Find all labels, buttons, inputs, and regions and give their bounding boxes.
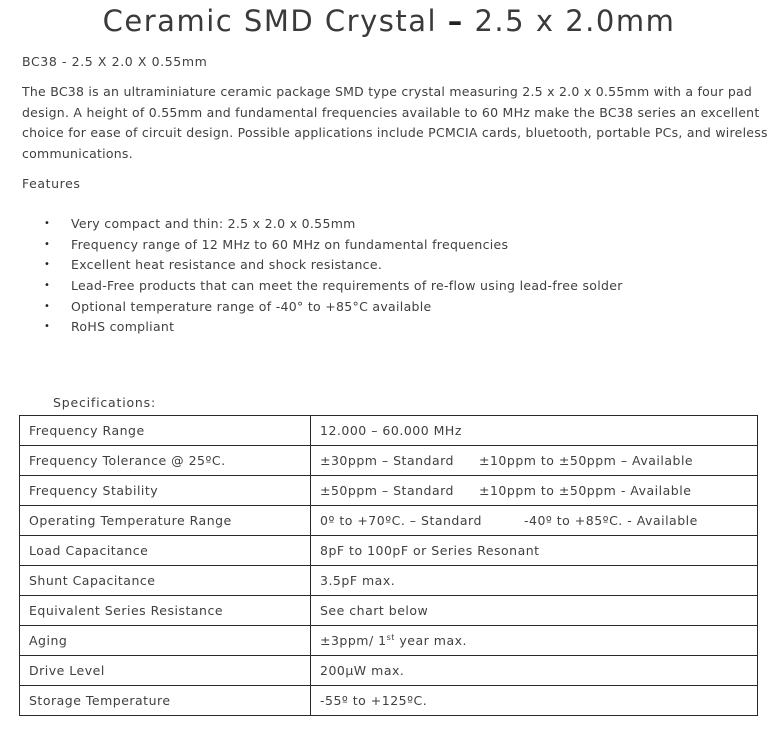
table-row: [20, 656, 758, 686]
bullet-icon: •: [44, 300, 51, 312]
spec-available: ±10ppm to ±50ppm - Available: [479, 483, 692, 498]
title-part1: Ceramic SMD Crystal: [102, 4, 438, 38]
title-part2: 2.5 x 2.0mm: [474, 4, 676, 38]
spec-available: -40º to +85ºC. - Available: [524, 513, 698, 528]
spec-label: Equivalent Series Resistance: [20, 596, 311, 626]
feature-text: Very compact and thin: 2.5 x 2.0 x 0.55mm: [71, 216, 356, 231]
feature-item: [44, 276, 623, 297]
table-row: [20, 596, 758, 626]
feature-text: Excellent heat resistance and shock resistance.: [71, 257, 383, 273]
feature-item: [44, 297, 623, 318]
features-list: [44, 214, 623, 338]
table-row: [20, 536, 758, 566]
bullet-icon: •: [44, 238, 51, 250]
specifications-heading: Specifications:: [53, 395, 156, 410]
feature-text: Optional temperature range of -40° to +85°C available: [71, 298, 432, 314]
bullet-icon: •: [44, 280, 51, 292]
spec-value: 12.000 – 60.000 MHz: [311, 416, 758, 446]
page-title: [0, 2, 778, 40]
feature-item: [44, 214, 623, 235]
spec-label: Frequency Stability: [20, 476, 311, 506]
spec-standard: 0º to +70ºC. – Standard: [320, 513, 482, 528]
product-subtitle: BC38 - 2.5 X 2.0 X 0.55mm: [22, 54, 208, 69]
aging-value-pre: ±3ppm/ 1: [320, 633, 387, 648]
spec-label: Aging: [20, 626, 311, 656]
spec-available: ±10ppm to ±50ppm – Available: [479, 453, 694, 468]
title-dash: –: [447, 4, 464, 38]
spec-value: 3.5pF max.: [311, 566, 758, 596]
spec-standard: ±50ppm – Standard: [320, 483, 454, 498]
spec-label: Frequency Tolerance @ 25ºC.: [20, 446, 311, 476]
spec-standard: ±30ppm – Standard: [320, 453, 454, 468]
table-row: [20, 566, 758, 596]
feature-text: RoHS compliant: [71, 319, 175, 335]
feature-item: [44, 235, 623, 256]
spec-label: Drive Level: [20, 656, 311, 686]
spec-label: Operating Temperature Range: [20, 506, 311, 536]
table-row: [20, 476, 758, 506]
table-row: [20, 446, 758, 476]
spec-value: [311, 476, 758, 506]
feature-text: Frequency range of 12 MHz to 60 MHz on fundamental frequencies: [71, 236, 509, 252]
bullet-icon: •: [44, 218, 51, 229]
features-heading: Features: [22, 176, 81, 191]
spec-value: [311, 446, 758, 476]
product-description: The BC38 is an ultraminiature ceramic package SMD type crystal measuring 2.5 x 2.0 x 0.55mm with a four pad design. A height of 0.55mm and fundamental frequencies available to 60 MHz make the BC38 series an excellent choice for ease of circuit design. Possible applications include PCMCIA cards, bluetooth, portable PCs, and wireless communications.: [22, 84, 768, 161]
specifications-table: [19, 415, 758, 716]
feature-text: Lead-Free products that can meet the requirements of re-flow using lead-free solder: [71, 278, 623, 294]
aging-value-post: year max.: [394, 633, 467, 648]
spec-value: 8pF to 100pF or Series Resonant: [311, 536, 758, 566]
spec-value: -55º to +125ºC.: [311, 686, 758, 716]
feature-item: [44, 255, 623, 276]
spec-value: [311, 506, 758, 536]
bullet-icon: •: [44, 259, 51, 271]
aging-value-sup: st: [386, 632, 395, 642]
bullet-icon: •: [44, 321, 51, 333]
spec-value: [311, 626, 758, 656]
spec-value: 200µW max.: [311, 656, 758, 686]
table-row: [20, 506, 758, 536]
spec-value: See chart below: [311, 596, 758, 626]
spec-label: Frequency Range: [20, 416, 311, 446]
spec-label: Load Capacitance: [20, 536, 311, 566]
table-row: [20, 416, 758, 446]
feature-item: [44, 317, 623, 338]
spec-label: Storage Temperature: [20, 686, 311, 716]
table-row: [20, 686, 758, 716]
spec-label: Shunt Capacitance: [20, 566, 311, 596]
table-row: [20, 626, 758, 656]
